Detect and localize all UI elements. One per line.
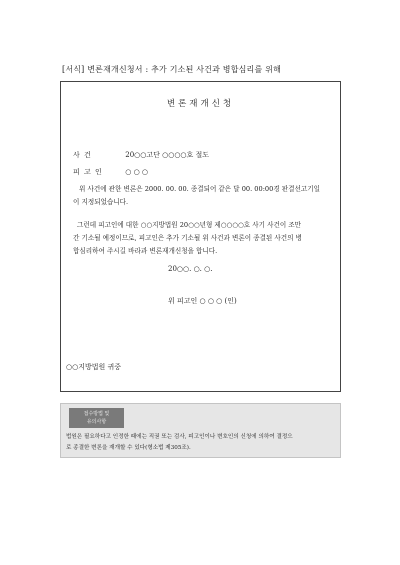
case-row [73, 150, 209, 160]
notes-text-line: 법원은 필요하다고 인정한 때에는 직권 또는 검사, 피고인이나 변호인의 신청에 의하여 결정으 [66, 434, 293, 440]
document-heading: [서식] 변론재개신청서 : 추가 기소된 사건과 병합심리를 위해 [62, 65, 282, 74]
application-form [60, 81, 341, 392]
defendant-label: 피 고 인 [73, 168, 103, 176]
filing-notes-box [60, 403, 341, 458]
paragraph-line: 합심리하여 주시길 바라과 변론재개신청을 합니다. [73, 247, 218, 255]
notes-badge-line: 유의사항 [86, 419, 107, 425]
notes-badge-line: 접수방법 및 [83, 411, 110, 417]
paragraph-line: 이 지정되었습니다. [73, 198, 129, 206]
signer-line: 위 피고인 ○ ○ ○ (인) [168, 297, 237, 305]
paragraph-closing-notice [73, 183, 335, 209]
paragraph-line: 위 사건에 관한 변론은 2000. 00. 00. 종결되어 같은 달 00. 00:00경 판결선고기일 [79, 185, 320, 193]
case-label: 사 건 [73, 151, 92, 159]
notes-badge [69, 408, 124, 428]
defendant-value: ○ ○ ○ [125, 168, 149, 176]
notes-text [66, 432, 338, 454]
paragraph-line: 간 기소될 예정이므로, 피고인은 추가 기소될 위 사건과 변론이 종결된 사건의 병 [73, 234, 302, 242]
filing-date: 20○○. ○. ○. [168, 265, 213, 273]
paragraph-request [73, 219, 335, 258]
court-addressee: ○○지방법원 귀중 [66, 363, 122, 371]
notes-text-line: 로 종결한 변론을 재개할 수 있다(형소법 제305조). [66, 445, 191, 451]
case-value: 20○○고단 ○○○○호 절도 [125, 151, 210, 159]
defendant-row [73, 167, 148, 177]
paragraph-line: 그런데 피고인에 대한 ○○지방법원 20○○년형 제○○○○호 사기 사건이 조만 [77, 221, 302, 229]
form-title: 변론재개신청 [166, 99, 235, 109]
